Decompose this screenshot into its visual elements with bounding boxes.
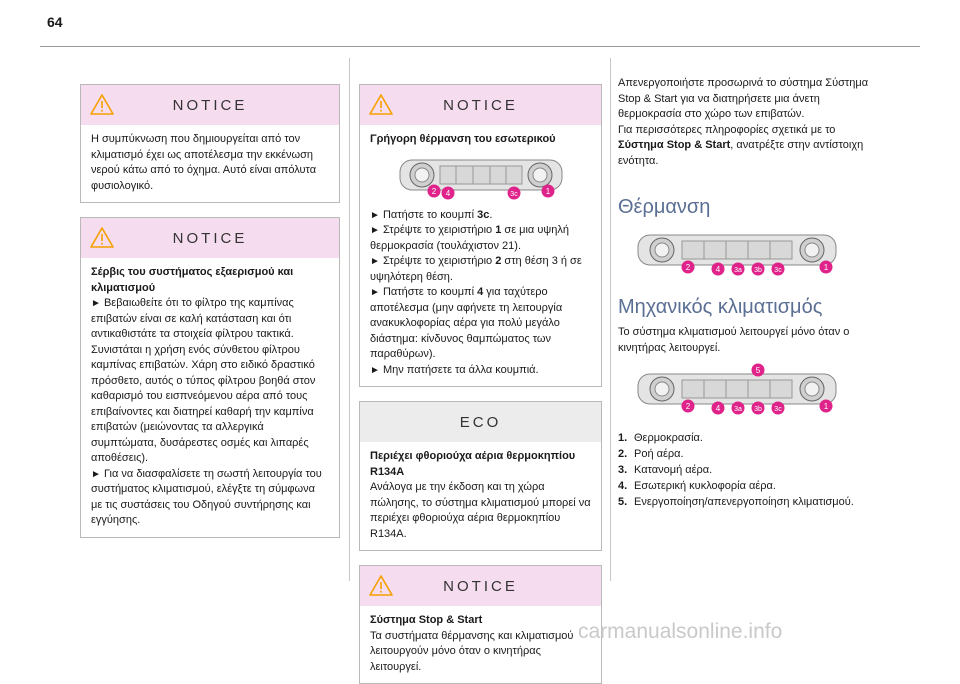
callout-marker bbox=[732, 263, 745, 276]
svg-text:3a: 3a bbox=[734, 267, 742, 274]
callout-marker bbox=[712, 402, 725, 415]
heading-heating: Θέρμανση bbox=[618, 196, 711, 218]
notice-header bbox=[81, 218, 339, 258]
notice-title: NOTICE bbox=[443, 96, 518, 114]
column-1 bbox=[80, 58, 340, 538]
notice-subtitle: Γρήγορη θέρμανση του εσωτερικού bbox=[370, 133, 556, 145]
notice-header bbox=[360, 566, 601, 606]
notice-box bbox=[359, 84, 602, 387]
eco-subtitle: Περιέχει φθοριούχα αέρια θερμοκηπίου R134A bbox=[370, 450, 576, 478]
bullet-item: ► Πατήστε το κουμπί 3c. bbox=[370, 208, 493, 221]
legend-list bbox=[618, 430, 880, 510]
intro-text: Για περισσότερες πληροφορίες σχετικά με το Σύστημα Stop & Start, ανατρέξτε στην αντίστοιχη ενότητα. bbox=[618, 123, 864, 167]
heating-panel-image bbox=[634, 229, 840, 279]
callout-marker bbox=[507, 186, 520, 199]
svg-text:3b: 3b bbox=[754, 267, 762, 274]
list-item: 2. Ροή αέρα. bbox=[618, 448, 684, 460]
svg-text:1: 1 bbox=[823, 402, 829, 411]
callout-marker bbox=[541, 184, 554, 197]
arrow-icon: ► bbox=[370, 225, 380, 236]
list-item: 5. Ενεργοποίηση/απενεργοποίηση κλιματισμού. bbox=[618, 496, 854, 508]
svg-text:3a: 3a bbox=[734, 406, 742, 413]
svg-text:3c: 3c bbox=[774, 267, 782, 274]
callout-marker bbox=[752, 263, 765, 276]
svg-text:1: 1 bbox=[545, 186, 550, 196]
notice-body bbox=[360, 125, 601, 386]
arrow-icon: ► bbox=[370, 209, 380, 221]
svg-text:2: 2 bbox=[431, 186, 436, 196]
arrow-icon: ► bbox=[370, 364, 380, 376]
notice-title: NOTICE bbox=[172, 96, 248, 114]
heading-air-conditioning: Μηχανικός κλιματισμός bbox=[618, 296, 823, 318]
eco-body bbox=[360, 442, 601, 550]
bullet-item bbox=[91, 296, 329, 467]
arrow-icon: ► bbox=[91, 298, 101, 309]
callout-marker bbox=[752, 402, 765, 415]
bullet-item: ► Στρέψτε το χειριστήριο 1 σε μια υψηλή θερμοκρασία (τουλάχιστον 21). bbox=[370, 224, 569, 252]
callout-marker bbox=[682, 261, 695, 274]
notice-subtitle: Σέρβις του συστήματος εξαερισμού και κλιματισμού bbox=[91, 266, 294, 294]
callout-marker bbox=[820, 261, 833, 274]
callout-marker bbox=[752, 364, 765, 377]
arrow-icon: ► bbox=[91, 468, 101, 480]
eco-header bbox=[360, 402, 601, 442]
warning-icon bbox=[368, 574, 394, 597]
column-divider bbox=[349, 58, 350, 581]
list-item: 3. Κατανομή αέρα. bbox=[618, 464, 713, 476]
svg-text:5: 5 bbox=[755, 366, 761, 375]
intro-text: Απενεργοποιήστε προσωρινά το σύστημα Σύστημα Stop & Start για να διατηρήσετε μια άνετη θερμοκρασία στο χώρο των επιβατών. bbox=[618, 77, 869, 120]
bullet-text: Βεβαιωθείτε ότι το φίλτρο της καμπίνας επιβατών είναι σε καλή κατάσταση και ότι αντικαθιστάτε τα στοιχεία φίλτρου τακτικά. Συνιστάται η χρήση ενός σύνθετου φίλτρου καμπίνας επιβατών. Χάρη στο ειδικό δραστικό πρόσθετο, αυτός ο τύπος φίλτρου βοηθά στον καθαρισμό του εισπνεόμενου αέρα από τους επιβαίνοντες και διατηρεί καθαρή την καμπίνα επιβατών (μειώνοντας τα αλλεργικά συμπτώματα, δυσάρεστες οσμές και λιπαρές αποθέσεις). bbox=[91, 297, 316, 464]
notice-title: NOTICE bbox=[172, 229, 248, 247]
callout-marker bbox=[682, 400, 695, 413]
intro-paragraph bbox=[618, 76, 880, 169]
column-3 bbox=[618, 58, 880, 510]
notice-body bbox=[81, 258, 339, 537]
page-number: 64 bbox=[47, 14, 63, 30]
footer-watermark-logo[interactable]: carmanualsonline.info bbox=[578, 620, 783, 643]
callout-marker bbox=[427, 184, 440, 197]
ac-panel-image bbox=[634, 362, 840, 418]
notice-box bbox=[80, 217, 340, 538]
bullet-item: ► Στρέψτε το χειριστήριο 2 στη θέση 3 ή σε υψηλότερη θέση. bbox=[370, 255, 582, 283]
notice-header bbox=[81, 85, 339, 125]
callout-marker bbox=[732, 402, 745, 415]
top-divider bbox=[40, 46, 920, 47]
column-2 bbox=[359, 58, 602, 684]
eco-title: ECO bbox=[459, 413, 502, 431]
list-item: 4. Εσωτερική κυκλοφορία αέρα. bbox=[618, 480, 776, 492]
callout-marker bbox=[441, 186, 454, 199]
eco-box bbox=[359, 401, 602, 551]
notice-body bbox=[360, 606, 601, 683]
notice-header bbox=[360, 85, 601, 125]
ac-text: Το σύστημα κλιματισμού λειτουργεί μόνο όταν ο κινητήρας λειτουργεί. bbox=[618, 326, 850, 354]
svg-text:4: 4 bbox=[445, 188, 450, 198]
notice-text: Η συμπύκνωση που δημιουργείται από τον κλιματισμό έχει ως αποτέλεσμα την εκκένωση νερού κάτω από το όχημα. Αυτό είναι απόλυτα φυσιολογικό. bbox=[91, 133, 317, 192]
notice-text: Τα συστήματα θέρμανσης και κλιματισμού λειτουργούν μόνο όταν ο κινητήρας λειτουργεί. bbox=[370, 629, 574, 673]
svg-text:2: 2 bbox=[685, 263, 691, 272]
svg-text:3c: 3c bbox=[509, 190, 518, 198]
callout-marker bbox=[820, 400, 833, 413]
bullet-item: ► Μην πατήσετε τα άλλα κουμπιά. bbox=[370, 363, 539, 376]
eco-text: Ανάλογα με την έκδοση και τη χώρα πώλησης, το σύστημα κλιματισμού μπορεί να περιέχει φθοριούχα αέρια θερμοκηπίου R134A. bbox=[370, 481, 591, 540]
list-item: 1. Θερμοκρασία. bbox=[618, 432, 703, 444]
notice-subtitle: Σύστημα Stop & Start bbox=[370, 614, 483, 626]
notice-title: NOTICE bbox=[443, 577, 518, 595]
callout-marker bbox=[772, 263, 785, 276]
arrow-icon: ► bbox=[370, 287, 380, 298]
svg-text:3c: 3c bbox=[774, 406, 782, 413]
column-divider bbox=[610, 58, 611, 581]
notice-box bbox=[80, 84, 340, 203]
svg-text:4: 4 bbox=[715, 404, 721, 413]
warning-icon bbox=[368, 93, 394, 116]
bullet-text: Για να διασφαλίσετε τη σωστή λειτουργία του συστήματος κλιματισμού, ελέγξτε τη σύμφωνα με τις συστάσεις του Οδηγού συντήρησης και εγγύησης. bbox=[91, 467, 322, 526]
svg-text:4: 4 bbox=[715, 265, 721, 274]
svg-text:3b: 3b bbox=[754, 406, 762, 413]
climate-control-panel-image bbox=[396, 154, 566, 202]
arrow-icon: ► bbox=[370, 256, 380, 267]
callout-marker bbox=[712, 263, 725, 276]
svg-text:2: 2 bbox=[685, 402, 691, 411]
svg-text:1: 1 bbox=[823, 263, 829, 272]
warning-icon bbox=[89, 226, 115, 249]
notice-body bbox=[81, 125, 339, 202]
bullet-item bbox=[91, 467, 329, 529]
bullet-item: ► Πατήστε το κουμπί 4 για ταχύτερο αποτέλεσμα (μην αφήνετε τη λειτουργία ανακυκλοφορίας αέρα για πολύ μεγάλο διάστημα: κίνδυνος θαμπώματος των παραθύρων). bbox=[370, 286, 563, 360]
warning-icon bbox=[89, 93, 115, 116]
notice-box bbox=[359, 565, 602, 684]
callout-marker bbox=[772, 402, 785, 415]
